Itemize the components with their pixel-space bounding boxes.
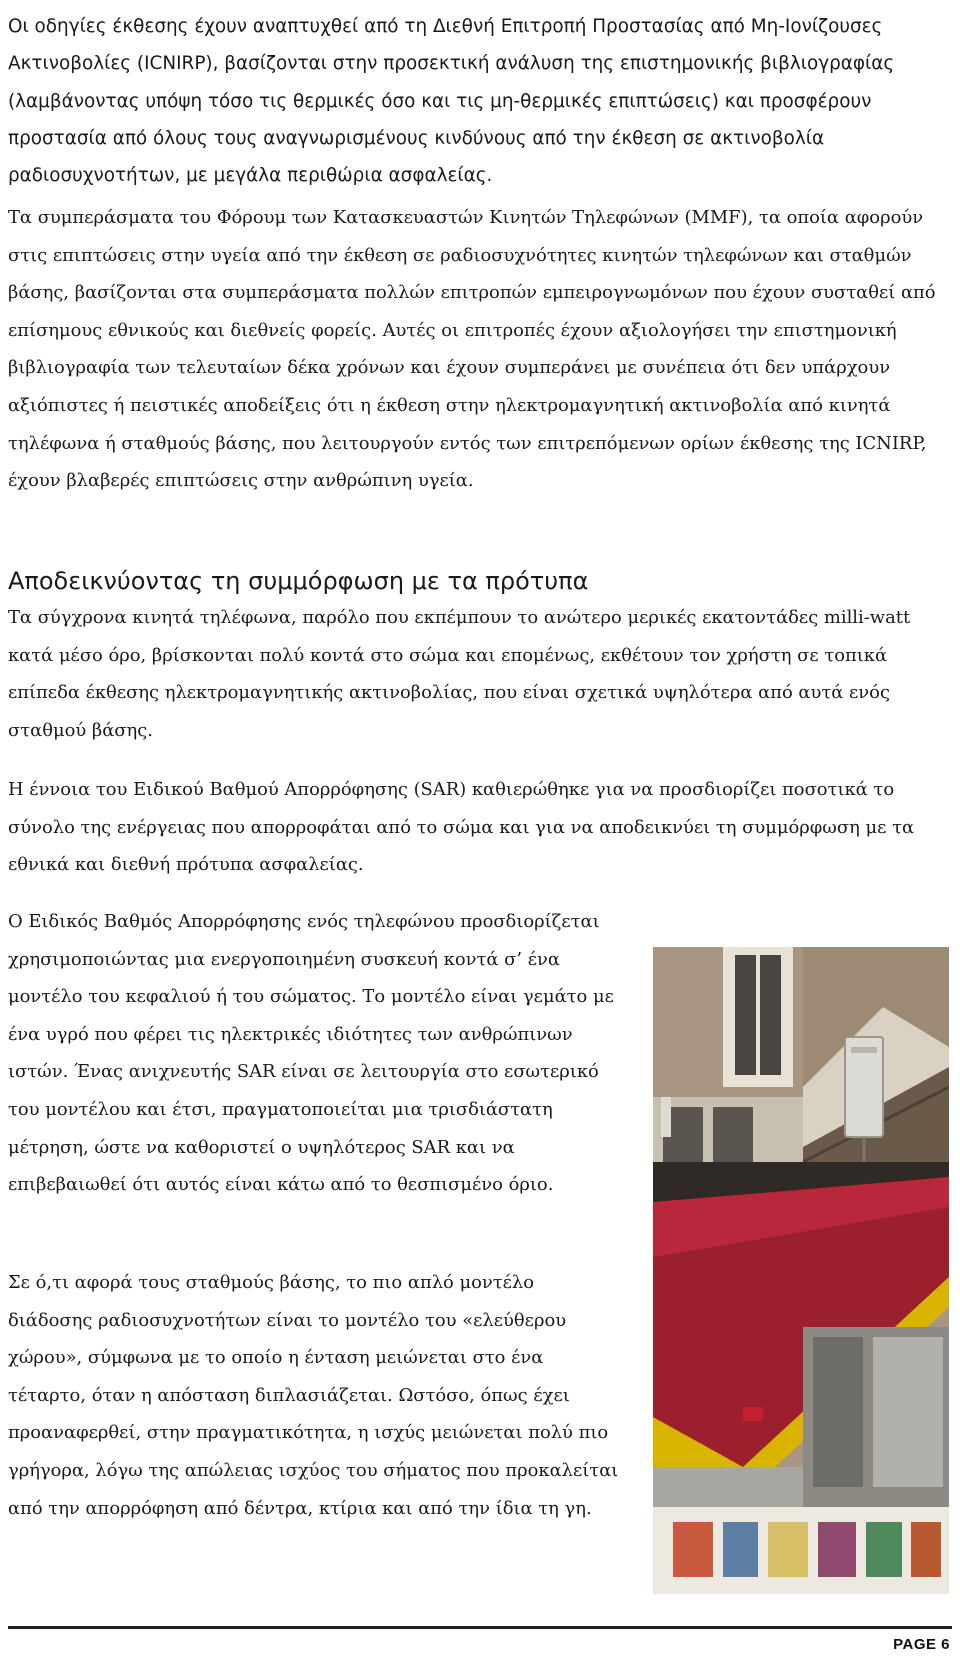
- paragraph-base-stations: Σε ό,τι αφορά τους σταθμούς βάσης, το πιο απλό μοντέλο διάδοσης ραδιοσυχνοτήτων είναι το μοντέλο του «ελεύθερου χώρου», σύμφωνα με το οποίο η ένταση μειώνεται στο ένα τέταρτο, όταν η απόσταση διπλασιάζεται. Ωστόσο, όπως έχει προαναφερθεί, στην πραγματικότητα, η ισχύς μειώνεται πολύ πιο γρήγορα, λόγω της απώλειας ισχύος του σήματος που προκαλείται από την απορρόφηση από δέντρα, κτίρια και από την ίδια τη γη.: [8, 1272, 619, 1519]
- paragraph-icnirp-guidelines: Οι οδηγίες έκθεσης έχουν αναπτυχθεί από τη Διεθνή Επιτροπή Προστασίας από Μη-Ιονίζουσες Ακτινοβολίες (ICNIRP), βασίζονται στην προσεκτική ανάλυση της επιστημονικής βιβλιογραφίας (λαμβάνοντας υπόψη τόσο τις θερμικές όσο και τις μη-θερμικές επιπτώσεις) και προσφέρουν προστασία από όλους τους αναγνωρισμένους κινδύνους από την έκθεση σε ακτινοβολία ραδιοσυχνοτήτων, με μεγάλα περιθώρια ασφαλείας.: [8, 16, 895, 187]
- paragraph-modern-phones: Τα σύγχρονα κινητά τηλέφωνα, παρόλο που εκπέμπουν το ανώτερο μερικές εκατοντάδες milli-watt κατά μέσο όρο, βρίσκονται πολύ κοντά στο σώμα και επομένως, εκθέτουν τον χρήστη σε τοπικά επίπεδα έκθεσης ηλεκτρομαγνητικής ακτινοβολίας, που είναι σχετικά υψηλότερα από αυτά ενός σταθμού βάσης.: [8, 607, 911, 741]
- paragraph-sar-measurement: Ο Ειδικός Βαθμός Απορρόφησης ενός τηλεφώνου προσδιορίζεται χρησιμοποιώντας μια ενεργοποιημένη συσκευή κοντά σ’ ένα μοντέλο του κεφαλιού ή του σώματος. Το μοντέλο είναι γεμάτο με ένα υγρό που φέρει τις ηλεκτρικές ιδιότητες των ανθρώπινων ιστών. Ένας ανιχνευτής SAR είναι σε λειτουργία στο εσωτερικό του μοντέλου και έτσι, πραγματοποιείται μια τρισδιάστατη μέτρηση, ώστε να καθοριστεί ο υψηλότερος SAR και να επιβεβαιωθεί ότι αυτός είναι κάτω από το θεσπισμένο όριο.: [8, 911, 614, 1196]
- paragraph-mmf-conclusions: Τα συμπεράσματα του Φόρουμ των Κατασκευαστών Κινητών Τηλεφώνων (MMF), τα οποία αφορούν στις επιπτώσεις στην υγεία από την έκθεση σε ραδιοσυχνότητες κινητών τηλεφώνων και σταθμών βάσης, βασίζονται στα συμπεράσματα πολλών επιτροπών εμπειρογνωμόνων που έχουν συσταθεί από επίσημους εθνικούς και διεθνείς φορείς. Αυτές οι επιτροπές έχουν αξιολογήσει την επιστημονική βιβλιογραφία των τελευταίων δέκα χρόνων και έχουν συμπεράνει με συνέπεια ότι δεν υπάρχουν αξιόπιστες ή πειστικές αποδείξεις ότι η έκθεση στην ηλεκτρομαγνητική ακτινοβολία από κινητά τηλέφωνα ή σταθμούς βάσης, που λειτουργούν εντός των επιτρεπόμενων ορίων έκθεσης της ICNIRP, έχουν βλαβερές επιπτώσεις στην ανθρώπινη υγεία.: [8, 207, 936, 492]
- page-number: PAGE 6: [893, 1636, 950, 1653]
- paragraph-sar-concept: Η έννοια του Ειδικού Βαθμού Απορρόφησης (SAR) καθιερώθηκε για να προσδιορίζει ποσοτικά το σύνολο της ενέργειας που απορροφάται από το σώμα και για να αποδεικνύει τη συμμόρφωση με τα εθνικά και διεθνή πρότυπα ασφαλείας.: [8, 779, 915, 876]
- footer-rule: [8, 1626, 952, 1629]
- section-heading: Αποδεικνύοντας τη συμμόρφωση με τα πρότυπα: [8, 567, 589, 595]
- street-base-station-photo: [653, 947, 949, 1594]
